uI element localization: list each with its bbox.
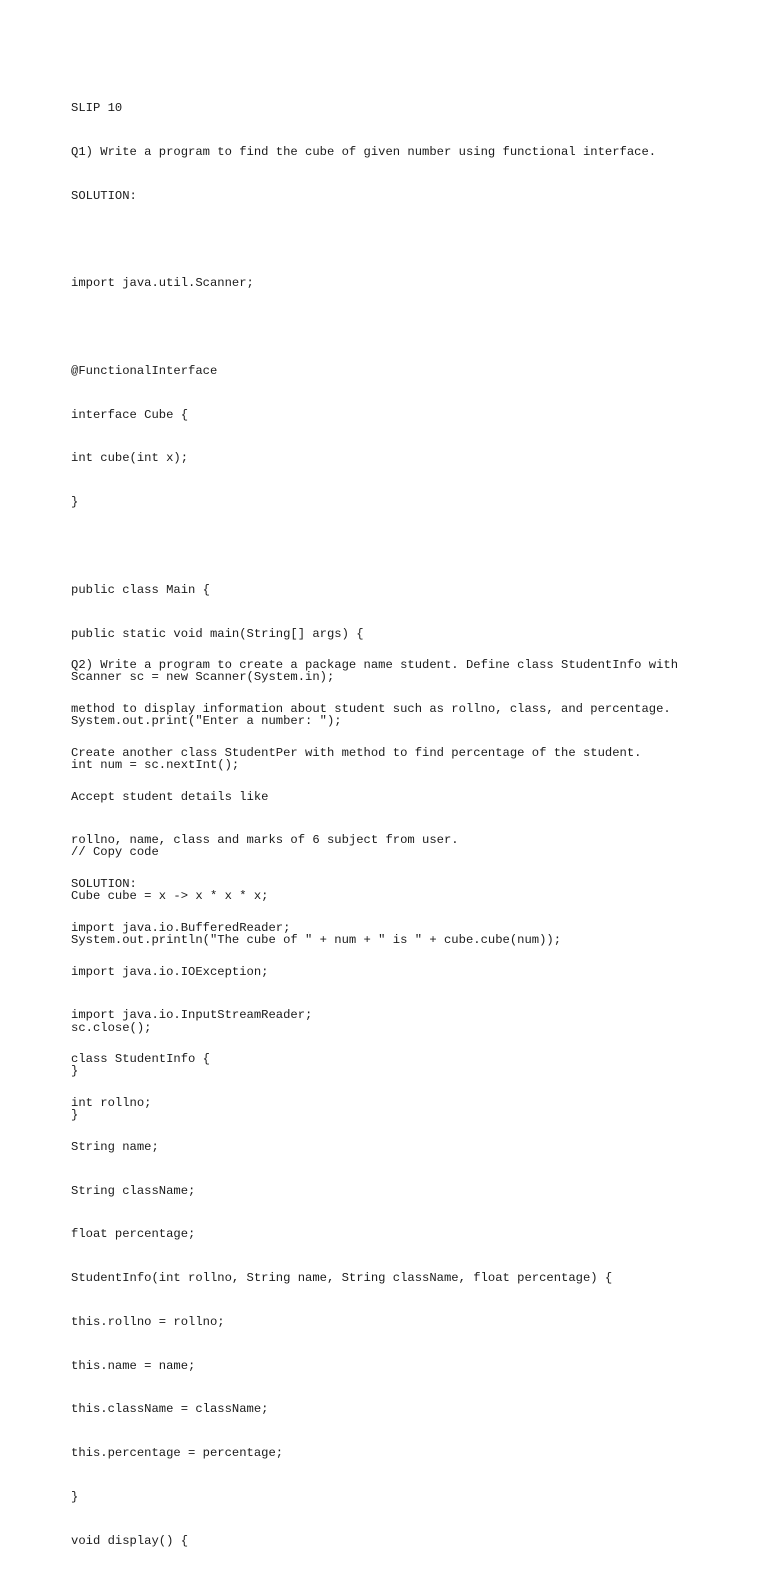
code-line: import java.util.Scanner; xyxy=(71,276,254,291)
code-line: } xyxy=(71,1108,79,1123)
code-line: System.out.print("Enter a number: "); xyxy=(71,714,342,729)
question-2-text: Create another class StudentPer with method to find percentage of the student. xyxy=(71,745,642,760)
code-line: this.percentage = percentage; xyxy=(71,1446,284,1461)
code-line: interface Cube { xyxy=(71,407,189,422)
code-line: class StudentInfo { xyxy=(71,1052,210,1067)
question-1-text: Q1) Write a program to find the cube of given number using functional interface. xyxy=(71,144,657,159)
code-line: public static void main(String[] args) { xyxy=(71,626,364,641)
code-line: this.className = className; xyxy=(71,1402,269,1417)
code-line: } xyxy=(71,1064,79,1079)
code-comment-line: // Copy code xyxy=(71,845,159,860)
code-line: StudentInfo(int rollno, String name, String className, float percentage) { xyxy=(71,1271,613,1286)
solution-label: SOLUTION: xyxy=(71,188,137,203)
code-line: String className; xyxy=(71,1183,196,1198)
code-line: } xyxy=(71,495,79,510)
code-line: @FunctionalInterface xyxy=(71,363,218,378)
q2-section xyxy=(71,626,751,1578)
code-line: int num = sc.nextInt(); xyxy=(71,757,240,772)
code-line: import java.io.BufferedReader; xyxy=(71,920,291,935)
code-line: this.rollno = rollno; xyxy=(71,1314,225,1329)
question-2-text: rollno, name, class and marks of 6 subject from user. xyxy=(71,833,459,848)
blank-line xyxy=(71,233,751,248)
code-line: int rollno; xyxy=(71,1096,152,1110)
code-line: void display() { xyxy=(71,1533,189,1548)
question-2-text: method to display information about student such as rollno, class, and percentage. xyxy=(71,701,671,716)
code-line: float percentage; xyxy=(71,1227,196,1242)
blank-line xyxy=(71,539,751,554)
code-line: Cube cube = x -> x * x * x; xyxy=(71,889,269,904)
slip-title: SLIP 10 xyxy=(71,101,123,116)
code-line: this.name = name; xyxy=(71,1358,196,1373)
question-2-text: Accept student details like xyxy=(71,789,269,804)
blank-line xyxy=(71,320,751,335)
code-line: String name; xyxy=(71,1139,159,1154)
question-2-text: Q2) Write a program to create a package name student. Define class StudentInfo with xyxy=(71,658,679,673)
code-line: sc.close(); xyxy=(71,1020,152,1035)
solution-label: SOLUTION: xyxy=(71,877,137,892)
code-line: import java.io.IOException; xyxy=(71,964,269,979)
code-line: import java.io.InputStreamReader; xyxy=(71,1008,313,1023)
code-line: System.out.println("The cube of " + num + " is " + cube.cube(num)); xyxy=(71,933,562,948)
code-line: int cube(int x); xyxy=(71,451,189,466)
code-line: public class Main { xyxy=(71,582,210,597)
code-line: Scanner sc = new Scanner(System.in); xyxy=(71,670,335,685)
code-line: } xyxy=(71,1490,79,1505)
